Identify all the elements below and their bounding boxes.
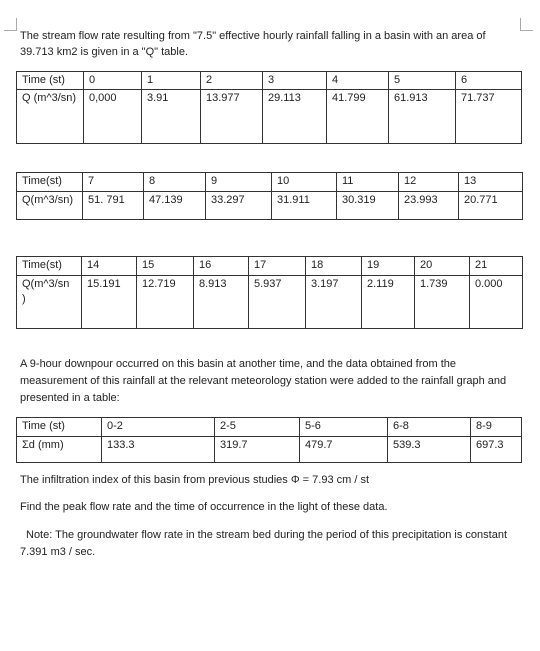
- time-header: Time(st): [17, 257, 82, 276]
- time-cell: 8: [144, 173, 206, 192]
- q-cell: 30.319: [337, 192, 399, 220]
- flow-table-1: [16, 71, 522, 144]
- time-cell: 8-9: [471, 418, 522, 437]
- time-cell: 18: [306, 257, 362, 276]
- table-row: [17, 192, 523, 220]
- intro-text: The stream flow rate resulting from "7.5" effective hourly rainfall falling in a basin with an area of 39.713 km2 is given in a "Q" table.: [20, 30, 486, 58]
- downpour-paragraph: A 9-hour downpour occurred on this basin at another time, and the data obtained from the measurement of this rainfall at the relevant meteorology station were added to the rainfall graph and presented in a table:: [20, 358, 507, 404]
- rainfall-table: [16, 417, 522, 463]
- q-cell: 2.119: [362, 276, 415, 329]
- time-cell: 1: [142, 72, 201, 90]
- time-cell: 16: [194, 257, 249, 276]
- time-cell: 9: [206, 173, 272, 192]
- table-row: [17, 257, 523, 276]
- time-cell: 0: [84, 72, 142, 90]
- time-header: Time (st): [17, 418, 102, 437]
- q-cell: 41.799: [327, 90, 389, 144]
- time-cell: 21: [470, 257, 523, 276]
- table-row: [17, 173, 523, 192]
- time-header: Time(st): [17, 173, 83, 192]
- page-corner-mark-right: [520, 18, 533, 31]
- time-cell: 5: [389, 72, 456, 90]
- time-cell: 11: [337, 173, 399, 192]
- time-cell: 5-6: [300, 418, 388, 437]
- q-cell: 15.191: [82, 276, 137, 329]
- q-header: Q(m^3/sn): [17, 192, 83, 220]
- q-header: Q (m^3/sn): [17, 90, 84, 144]
- table-row: [17, 437, 522, 463]
- question-text: Find the peak flow rate and the time of occurrence in the light of these data.: [20, 501, 388, 513]
- time-cell: 7: [83, 173, 144, 192]
- flow-table-2: [16, 172, 523, 220]
- sd-cell: 133.3: [102, 437, 215, 463]
- flow-table-3: [16, 256, 523, 329]
- time-cell: 14: [82, 257, 137, 276]
- q-cell: 33.297: [206, 192, 272, 220]
- time-cell: 6-8: [388, 418, 471, 437]
- sd-cell: 697.3: [471, 437, 522, 463]
- time-cell: 6: [456, 72, 522, 90]
- sd-cell: 479.7: [300, 437, 388, 463]
- q-cell: 5.937: [249, 276, 306, 329]
- q-cell: 51. 791: [83, 192, 144, 220]
- time-cell: 13: [459, 173, 523, 192]
- q-cell: 71.737: [456, 90, 522, 144]
- q-cell: 20.771: [459, 192, 523, 220]
- q-cell: 12.719: [137, 276, 194, 329]
- time-cell: 20: [415, 257, 470, 276]
- groundwater-note: Note: The groundwater flow rate in the stream bed during the period of this precipitation is constant 7.391 m3 / sec.: [20, 529, 508, 558]
- q-cell: 47.139: [144, 192, 206, 220]
- q-cell: 3.197: [306, 276, 362, 329]
- time-cell: 0-2: [102, 418, 215, 437]
- sd-cell: 319.7: [215, 437, 300, 463]
- q-cell: 1.739: [415, 276, 470, 329]
- sd-cell: 539.3: [388, 437, 471, 463]
- q-cell: 13.977: [201, 90, 263, 144]
- sd-header: Σd (mm): [17, 437, 102, 463]
- time-cell: 12: [399, 173, 459, 192]
- q-cell: 29.113: [263, 90, 327, 144]
- time-cell: 3: [263, 72, 327, 90]
- q-header: Q(m^3/sn ): [17, 276, 82, 329]
- page-corner-mark-left: [4, 18, 17, 31]
- time-header: Time (st): [17, 72, 84, 90]
- table-row: [17, 276, 523, 329]
- infiltration-text: The infiltration index of this basin from previous studies Φ = 7.93 cm / st: [20, 474, 370, 486]
- table-row: [17, 72, 522, 90]
- q-cell: 3.91: [142, 90, 201, 144]
- table-row: [17, 418, 522, 437]
- time-cell: 15: [137, 257, 194, 276]
- time-cell: 2-5: [215, 418, 300, 437]
- table-row: [17, 90, 522, 144]
- q-cell: 61.913: [389, 90, 456, 144]
- q-cell: 0.000: [470, 276, 523, 329]
- time-cell: 17: [249, 257, 306, 276]
- time-cell: 2: [201, 72, 263, 90]
- q-cell: 31.911: [272, 192, 337, 220]
- q-cell: 0,000: [84, 90, 142, 144]
- time-cell: 4: [327, 72, 389, 90]
- time-cell: 19: [362, 257, 415, 276]
- q-cell: 23.993: [399, 192, 459, 220]
- q-cell: 8.913: [194, 276, 249, 329]
- time-cell: 10: [272, 173, 337, 192]
